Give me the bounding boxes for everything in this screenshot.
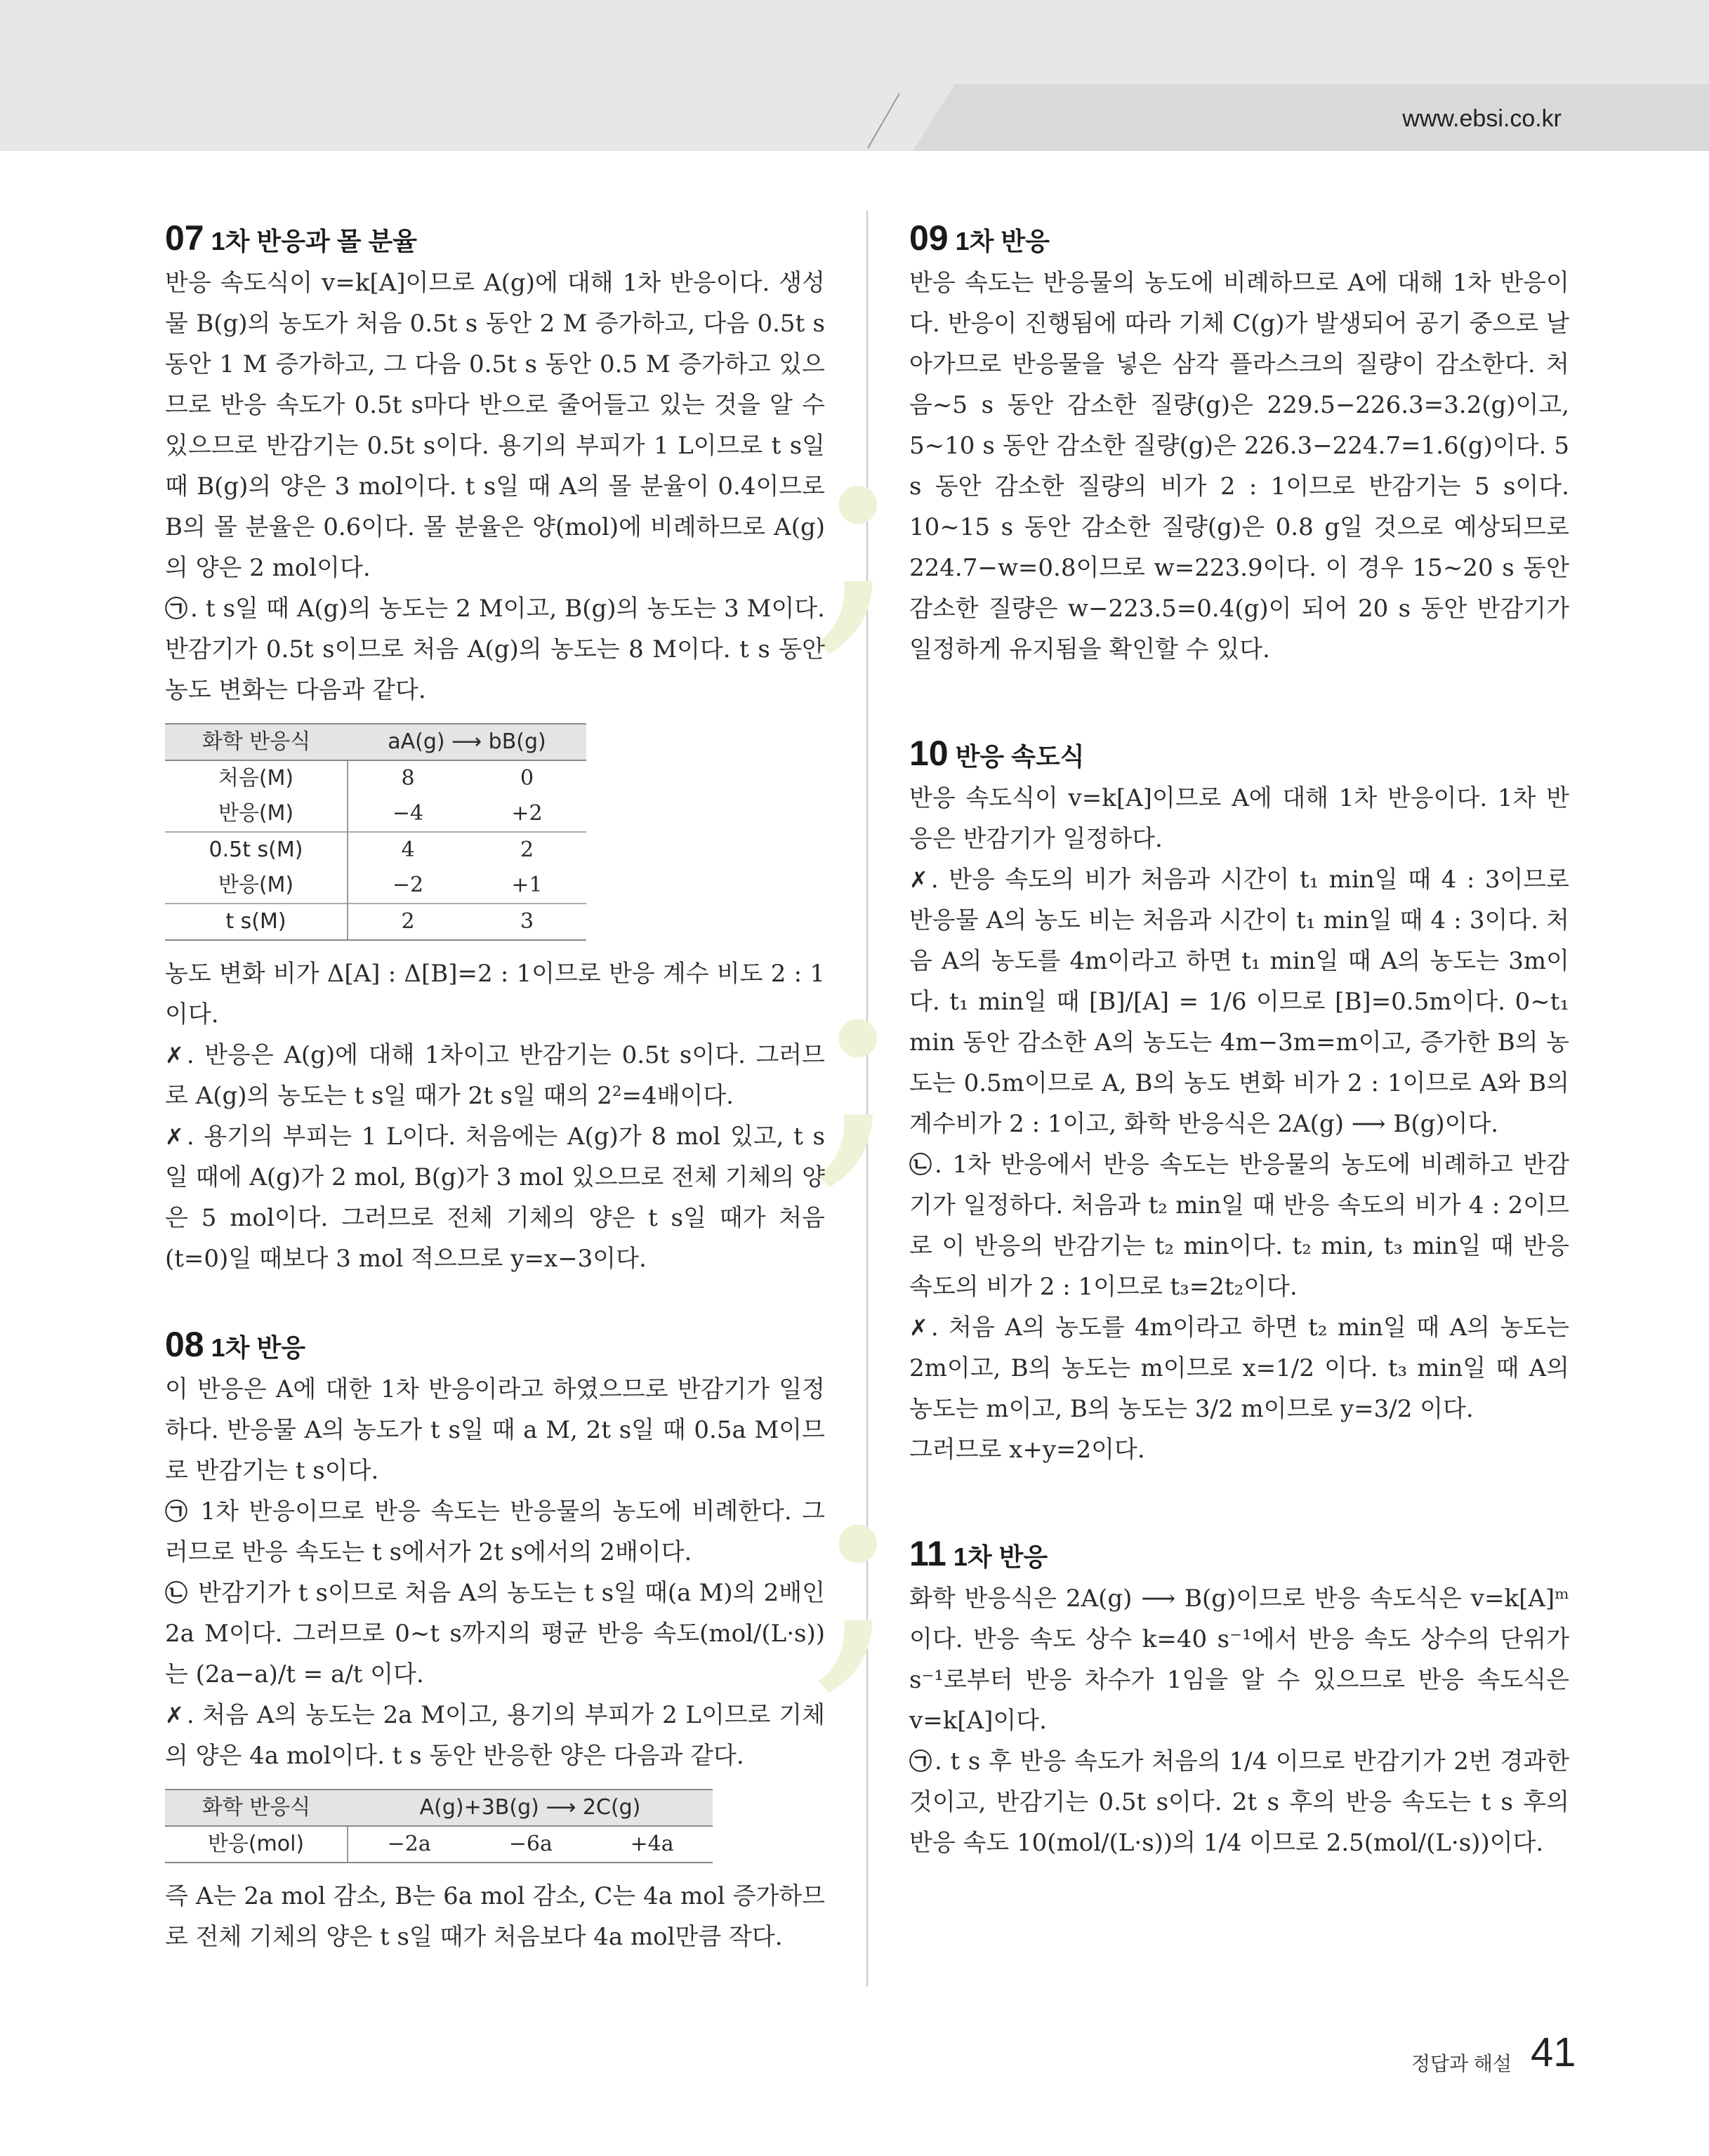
section-number: 09 — [909, 218, 949, 258]
paragraph — [909, 1741, 1569, 1863]
table-header-cell: 화학 반응식 — [165, 1790, 348, 1826]
reaction-table — [165, 1789, 713, 1863]
table-cell: 2 — [348, 904, 468, 940]
page-number: 41 — [1531, 2030, 1576, 2075]
cross-mark-icon: ✗ — [165, 1702, 184, 1728]
paragraph-text: . 용기의 부피는 1 L이다. 처음에는 A(g)가 8 mol 있고, t s일 때에 A(g)가 2 mol, B(g)가 3 mol 있으므로 전체 기체의 양은 5 mol이다. 그러므로 전체 기체의 양은 t s일 때가 처음(t=0)일 때보다 3 mol 적으므로 y=x−3이다. — [165, 1123, 825, 1273]
paragraph: 이 반응은 A에 대한 1차 반응이라고 하였으므로 반감기가 일정하다. 반응물 A의 농도가 t s일 때 a M, 2t s일 때 0.5a M이므로 반감기는 t s이다. — [165, 1375, 825, 1485]
section-11 — [909, 1533, 1569, 1863]
table-row — [165, 796, 586, 832]
table-cell: 0.5t s(M) — [165, 832, 348, 868]
section-title: 1차 반응 — [953, 1542, 1048, 1571]
paragraph — [165, 588, 825, 710]
table-cell: 3 — [468, 904, 586, 940]
paragraph: 그러므로 x+y=2이다. — [909, 1436, 1145, 1464]
section-07 — [165, 218, 825, 1279]
paragraph-text: . 반응은 A(g)에 대해 1차이고 반감기는 0.5t s이다. 그러므로 A(g)의 농도는 t s일 때가 2t s일 때의 2²=4배이다. — [165, 1041, 825, 1110]
cross-mark-icon: ✗ — [165, 1123, 184, 1150]
table-row — [165, 1826, 713, 1863]
section-number: 10 — [909, 734, 949, 773]
table-header-row — [165, 1790, 713, 1826]
table-header-row — [165, 724, 586, 760]
check-mark-icon: ㉡ — [909, 1151, 932, 1178]
table-cell: 처음(M) — [165, 760, 348, 796]
paragraph: 반응 속도식이 v=k[A]이므로 A(g)에 대해 1차 반응이다. 생성물 B(g)의 농도가 처음 0.5t s 동안 2 M 증가하고, 다음 0.5t s 동안 1 M 증가하고, 그 다음 0.5t s 동안 0.5 M 증가하고 있으므로 반응 속도가 0.5t s마다 반으로 줄어들고 있는 것을 알 수 있으므로 반감기는 0.5t s이다. 용기의 부피가 1 L이므로 t s일 때 B(g)의 양은 3 mol이다. t s일 때 A의 몰 분율이 0.4이므로 B의 몰 분율은 0.6이다. 몰 분율은 양(mol)에 비례하므로 A(g)의 양은 2 mol이다. — [165, 269, 825, 582]
section-number: 11 — [909, 1534, 946, 1573]
table-row — [165, 868, 586, 904]
paragraph: 즉 A는 2a mol 감소, B는 6a mol 감소, C는 4a mol 증가하므로 전체 기체의 양은 t s일 때가 처음보다 4a mol만큼 작다. — [165, 1882, 825, 1951]
paragraph-text: . 1차 반응에서 반응 속도는 반응물의 농도에 비례하고 반감기가 일정하다. 처음과 t₂ min일 때 반응 속도의 비가 4 : 2이므로 이 반응의 반감기는 t₂ min이다. t₂ min, t₃ min일 때 반응 속도의 비가 2 : 1이므로 t₃=2t₂이다. — [909, 1151, 1569, 1301]
section-title: 1차 반응 — [955, 227, 1050, 256]
section-number: 08 — [165, 1325, 204, 1364]
right-column — [909, 218, 1569, 1863]
paragraph — [165, 1035, 825, 1116]
site-url[interactable]: www.ebsi.co.kr — [1402, 105, 1562, 132]
paragraph — [165, 1116, 825, 1279]
paragraph-text: . 반응 속도의 비가 처음과 시간이 t₁ min일 때 4 : 3이므로 반응물 A의 농도 비는 처음과 시간이 t₁ min일 때 4 : 3이다. 처음 A의 농도를 4m이라고 하면 t₁ min일 때 A의 농도는 3m이다. t₁ min일 때 [B]/[A] = 1/6 이므로 [B]=0.5m이다. 0~t₁ min 동안 감소한 A의 농도는 4m−3m=m이고, 증가한 B의 농도는 0.5m이므로 A, B의 농도 변화 비가 2 : 1이므로 A와 B의 계수비가 2 : 1이고, 화학 반응식은 2A(g) ⟶ B(g)이다. — [909, 866, 1569, 1138]
paragraph-text: . t s 후 반응 속도가 처음의 1/4 이므로 반감기가 2번 경과한 것이고, 반감기는 0.5t s이다. 2t s 후의 반응 속도는 t s 후의 반응 속도 10(mol/(L·s))의 1/4 이므로 2.5(mol/(L·s))이다. — [909, 1747, 1569, 1857]
table-cell: 반응(M) — [165, 868, 348, 904]
table-cell: −6a — [470, 1826, 591, 1863]
section-header — [165, 218, 825, 258]
paragraph-text: . t s일 때 A(g)의 농도는 2 M이고, B(g)의 농도는 3 M이다. 반감기가 0.5t s이므로 처음 A(g)의 농도는 8 M이다. t s 동안 농도 변화는 다음과 같다. — [165, 595, 825, 704]
table-row — [165, 760, 586, 796]
table-cell: 4 — [348, 832, 468, 868]
paragraph: 반응 속도식이 v=k[A]이므로 A에 대해 1차 반응이다. 1차 반응은 반감기가 일정하다. — [909, 784, 1569, 853]
section-08 — [165, 1324, 825, 1957]
section-title: 반응 속도식 — [955, 742, 1085, 771]
table-header-cell: aA(g) ⟶ bB(g) — [348, 724, 586, 760]
cross-mark-icon: ✗ — [909, 866, 928, 893]
section-10 — [909, 733, 1569, 1470]
table-cell: −4 — [392, 801, 424, 826]
paragraph — [909, 1307, 1569, 1429]
section-title: 1차 반응 — [211, 1333, 305, 1362]
header-tab — [913, 84, 1709, 151]
section-header — [909, 218, 1569, 258]
table-cell: 반응(M) — [165, 796, 348, 832]
cross-mark-icon: ✗ — [165, 1042, 184, 1069]
table-header-cell: A(g)+3B(g) ⟶ 2C(g) — [348, 1790, 713, 1826]
footer-label: 정답과 해설 — [1411, 2053, 1512, 2075]
table-cell: 8 — [401, 766, 415, 791]
left-column — [165, 218, 825, 1957]
decorative-mark: ; — [807, 1380, 907, 1723]
table-cell: 0 — [520, 766, 534, 791]
section-header — [165, 1324, 825, 1365]
check-mark-icon: ㉠ — [909, 1748, 932, 1775]
paragraph-text: 반감기가 t s이므로 처음 A의 농도는 t s일 때(a M)의 2배인 2a M이다. 그러므로 0~t s까지의 평균 반응 속도(mol/(L·s))는 (2a−a)/t = a/t 이다. — [165, 1579, 825, 1688]
table-cell: t s(M) — [165, 904, 348, 940]
table-cell: +2 — [511, 801, 543, 826]
table-header-cell: 화학 반응식 — [165, 724, 348, 760]
table-cell: +1 — [511, 873, 543, 897]
paragraph — [165, 1695, 825, 1776]
decorative-mark: ; — [807, 340, 907, 684]
paragraph-text: 1차 반응이므로 반응 속도는 반응물의 농도에 비례한다. 그러므로 반응 속도는 t s에서가 2t s에서의 2배이다. — [165, 1497, 825, 1566]
decorative-mark: ; — [807, 874, 907, 1217]
table-row — [165, 832, 586, 868]
paragraph: 화학 반응식은 2A(g) ⟶ B(g)이므로 반응 속도식은 v=k[A]ᵐ이다. 반응 속도 상수 k=40 s⁻¹에서 반응 속도 상수의 단위가 s⁻¹로부터 반응 차수가 1임을 알 수 있으므로 반응 속도식은 v=k[A]이다. — [909, 1585, 1569, 1735]
table-cell: 반응(mol) — [165, 1826, 348, 1863]
paragraph — [165, 1491, 825, 1573]
table-cell: +4a — [591, 1826, 713, 1863]
check-mark-icon: ㉠ — [165, 1498, 188, 1525]
paragraph-text: . 처음 A의 농도를 4m이라고 하면 t₂ min일 때 A의 농도는 2m이고, B의 농도는 m이므로 x=1/2 이다. t₃ min일 때 A의 농도는 m이고, B의 농도는 3/2 m이므로 y=3/2 이다. — [909, 1314, 1569, 1423]
paragraph: 반응 속도는 반응물의 농도에 비례하므로 A에 대해 1차 반응이다. 반응이 진행됨에 따라 기체 C(g)가 발생되어 공기 중으로 날아가므로 반응물을 넣은 삼각 플라스크의 질량이 감소한다. 처음~5 s 동안 감소한 질량(g)은 229.5−226.3=3.2(g)이고, 5~10 s 동안 감소한 질량(g)은 226.3−224.7=1.6(g)이다. 5 s 동안 감소한 질량의 비가 2 : 1이므로 반감기는 5 s이다. 10~15 s 동안 감소한 질량(g)은 0.8 g일 것으로 예상되므로 224.7−w=0.8이므로 w=223.9이다. 이 경우 15~20 s 동안 감소한 질량은 w−223.5=0.4(g)이 되어 20 s 동안 반감기가 일정하게 유지됨을 확인할 수 있다. — [909, 269, 1569, 663]
section-header — [909, 1533, 1569, 1574]
section-number: 07 — [165, 218, 204, 258]
paragraph — [909, 859, 1569, 1144]
table-cell: −2 — [392, 873, 424, 897]
table-row — [165, 904, 586, 940]
cross-mark-icon: ✗ — [909, 1314, 928, 1341]
paragraph-text: . 처음 A의 농도는 2a M이고, 용기의 부피가 2 L이므로 기체의 양은 4a mol이다. t s 동안 반응한 양은 다음과 같다. — [165, 1701, 825, 1770]
check-mark-icon: ㉡ — [165, 1580, 188, 1606]
section-09 — [909, 218, 1569, 670]
paragraph: 농도 변화 비가 Δ[A] : Δ[B]=2 : 1이므로 반응 계수 비도 2 : 1이다. — [165, 960, 825, 1029]
table-cell: −2a — [348, 1826, 470, 1863]
section-title: 1차 반응과 몰 분율 — [211, 227, 418, 256]
paragraph — [165, 1573, 825, 1695]
check-mark-icon: ㉠ — [165, 595, 188, 622]
table-cell: 2 — [468, 832, 586, 868]
reaction-table — [165, 723, 586, 941]
paragraph — [909, 1144, 1569, 1307]
section-header — [909, 733, 1569, 774]
